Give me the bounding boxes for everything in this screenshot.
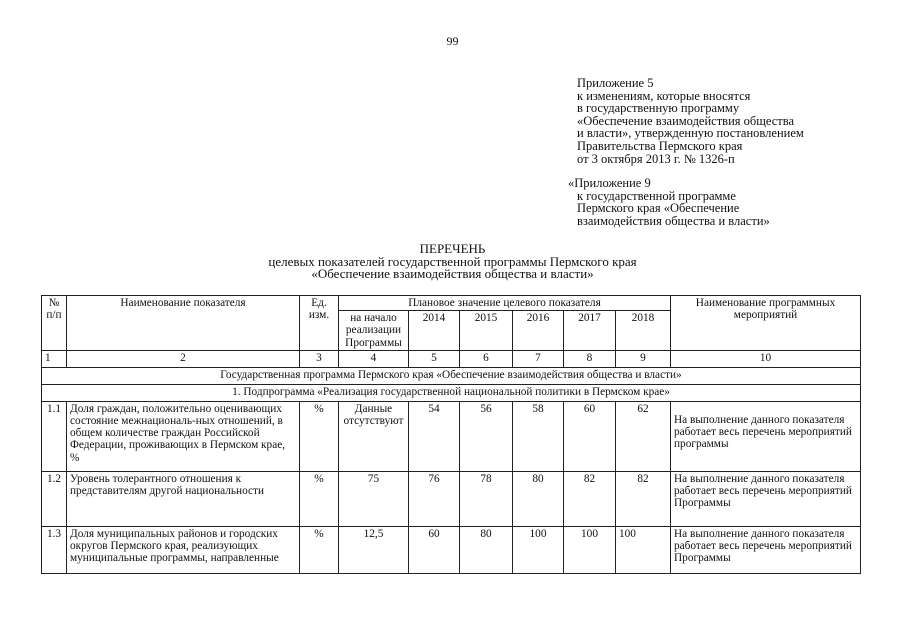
column-index: 5 <box>409 350 460 367</box>
row-value-2017: 100 <box>564 526 616 573</box>
row-program-events: На выполнение данного показателя работает весь перечень мероприятий Программы <box>671 471 861 526</box>
row-value-2014: 76 <box>409 471 460 526</box>
document-title <box>0 243 905 281</box>
column-index-row <box>42 350 861 367</box>
row-start-value: 75 <box>339 471 409 526</box>
header-indicator-name: Наименование показателя <box>67 296 300 351</box>
column-index: 10 <box>671 350 861 367</box>
header-year-2014: 2014 <box>409 311 460 351</box>
page-number: 99 <box>446 34 459 48</box>
row-program-events: На выполнение данного показателя работает весь перечень мероприятий Программы <box>671 526 861 573</box>
row-value-2017: 82 <box>564 471 616 526</box>
header-row <box>42 296 861 311</box>
row-value-2015: 80 <box>460 526 513 573</box>
header-start: на начало реализации Программы <box>339 311 409 351</box>
program-section-title: Государственная программа Пермского края «Обеспечение взаимодействия общества и власти» <box>42 367 861 384</box>
appendix-5-line: и власти», утвержденную постановлением <box>577 126 804 141</box>
appendix-5-line: в государственную программу <box>577 101 740 116</box>
appendix-9-line: «Приложение 9 <box>568 176 651 190</box>
header-num: № п/п <box>42 296 67 351</box>
appendix-9-block <box>568 177 770 227</box>
row-num: 1.1 <box>42 401 67 471</box>
subprogram-title: 1. Подпрограмма «Реализация государственной национальной политики в Пермском крае» <box>42 384 861 401</box>
header-unit: Ед. изм. <box>300 296 339 351</box>
header-program-events: Наименование программных мероприятий <box>671 296 861 351</box>
row-num: 1.2 <box>42 471 67 526</box>
row-indicator-name: Уровень толерантного отношения к представителям другой национальности <box>67 471 300 526</box>
appendix-5-line: Правительства Пермского края <box>577 138 743 153</box>
row-unit: % <box>300 401 339 471</box>
column-index: 4 <box>339 350 409 367</box>
row-program-events: На выполнение данного показателя работает весь перечень мероприятий программы <box>671 401 861 471</box>
appendix-5-line: Приложение 5 <box>577 76 654 90</box>
row-value-2015: 78 <box>460 471 513 526</box>
row-indicator-name: Доля граждан, положительно оценивающих состояние межнациональ-ных отношений, в общем количестве граждан Российской Федерации, проживающих в Пермском крае, % <box>67 401 300 471</box>
header-year-2016: 2016 <box>513 311 564 351</box>
header-planned-value: Плановое значение целевого показателя <box>339 296 671 311</box>
row-unit: % <box>300 471 339 526</box>
appendix-5-line: к изменениям, которые вносятся <box>577 88 751 103</box>
subprogram-row <box>42 384 861 401</box>
appendix-5-block <box>577 77 804 165</box>
appendix-9-line: взаимодействия общества и власти» <box>577 213 770 228</box>
row-start-value: 12,5 <box>339 526 409 573</box>
column-index: 7 <box>513 350 564 367</box>
column-index: 1 <box>42 350 67 367</box>
row-value-2015: 56 <box>460 401 513 471</box>
row-value-2016: 80 <box>513 471 564 526</box>
row-unit: % <box>300 526 339 573</box>
row-value-2018: 82 <box>616 471 671 526</box>
column-index: 2 <box>67 350 300 367</box>
title-program-name: «Обеспечение взаимодействия общества и власти» <box>311 266 594 282</box>
row-value-2014: 60 <box>409 526 460 573</box>
row-value-2018: 100 <box>616 526 671 573</box>
appendix-5-line: от 3 октября 2013 г. № 1326-п <box>577 151 735 166</box>
appendix-9-line: Пермского края «Обеспечение <box>577 201 740 216</box>
row-num: 1.3 <box>42 526 67 573</box>
row-value-2014: 54 <box>409 401 460 471</box>
table-row <box>42 526 861 573</box>
row-value-2017: 60 <box>564 401 616 471</box>
appendix-5-line: «Обеспечение взаимодействия общества <box>577 113 795 128</box>
column-index: 9 <box>616 350 671 367</box>
row-value-2016: 100 <box>513 526 564 573</box>
column-index: 8 <box>564 350 616 367</box>
header-year-2018: 2018 <box>616 311 671 351</box>
indicators-table <box>41 295 861 574</box>
section-row <box>42 367 861 384</box>
row-value-2018: 62 <box>616 401 671 471</box>
table-row <box>42 471 861 526</box>
table-row <box>42 401 861 471</box>
header-year-2017: 2017 <box>564 311 616 351</box>
column-index: 3 <box>300 350 339 367</box>
row-value-2016: 58 <box>513 401 564 471</box>
title-heading: ПЕРЕЧЕНЬ <box>419 241 486 256</box>
row-indicator-name: Доля муниципальных районов и городских округов Пермского края, реализующих муниципальные программы, направленные <box>67 526 300 573</box>
header-year-2015: 2015 <box>460 311 513 351</box>
row-start-value: Данные отсутствуют <box>339 401 409 471</box>
appendix-9-line: к государственной программе <box>577 188 736 203</box>
column-index: 6 <box>460 350 513 367</box>
title-subheading: целевых показателей государственной программы Пермского края <box>268 253 637 269</box>
